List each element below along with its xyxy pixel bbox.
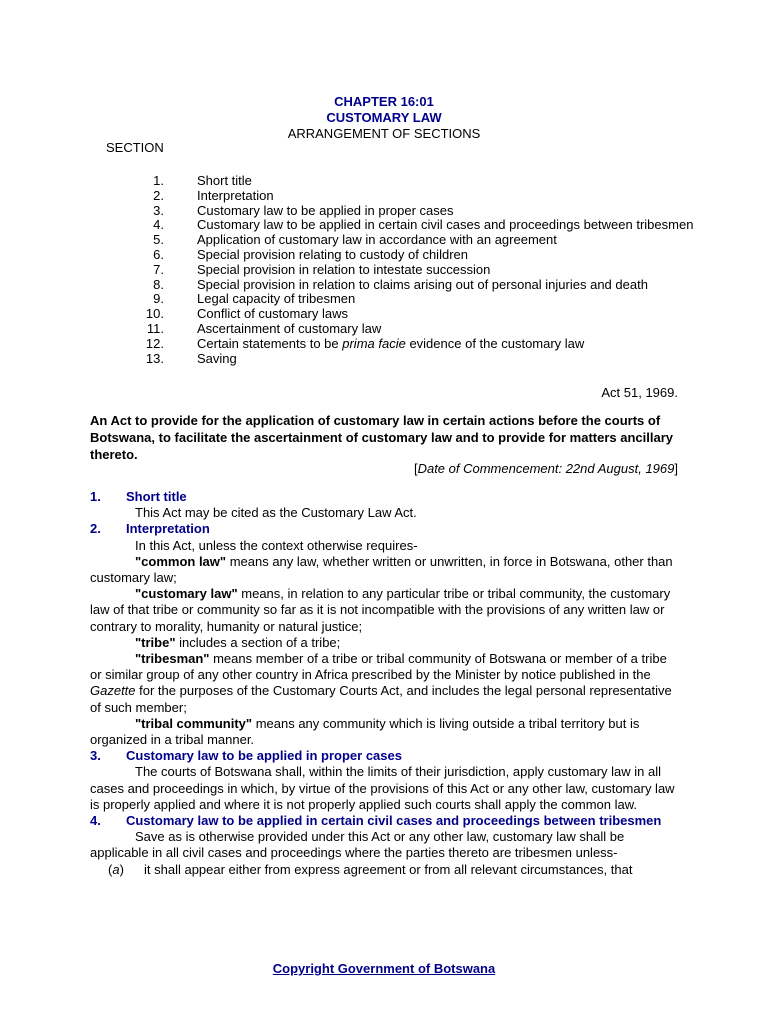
toc-number: 5. (153, 232, 164, 248)
section-label: SECTION (106, 140, 164, 155)
toc-label: Conflict of customary laws (197, 306, 348, 322)
toc-number: 8. (153, 276, 164, 292)
toc-label-post: evidence of the customary law (405, 335, 585, 351)
section-title: Short title (126, 489, 187, 504)
definition-term: "common law" (135, 553, 227, 569)
toc-item (0, 189, 768, 204)
paren-close: ) (119, 861, 124, 877)
bracket-close: ] (674, 461, 678, 476)
subsection-a (90, 862, 680, 878)
toc-item (0, 307, 768, 322)
toc-number: 2. (153, 187, 164, 203)
toc-label: Special provision in relation to claims arising out of personal injuries and death (197, 276, 648, 292)
definition-text: means any community which is living outside a tribal territory but is organized in a tribal manner. (90, 715, 640, 748)
section-title: Customary law to be applied in certain civil cases and proceedings between tribesmen (126, 813, 662, 829)
toc-number: 4. (153, 217, 164, 233)
toc-number: 7. (153, 261, 164, 277)
toc-label-italic: prima facie (342, 335, 406, 351)
toc-label: Short title (197, 173, 252, 188)
toc-label: Legal capacity of tribesmen (197, 291, 356, 307)
definition-text: includes a section of a tribe; (175, 634, 341, 650)
toc-label: Customary law to be applied in certain civil cases and proceedings between tribesmen (197, 217, 694, 233)
toc-item (0, 248, 768, 263)
toc-label: Special provision in relation to intestate succession (197, 261, 491, 277)
toc-label: Application of customary law in accordance with an agreement (197, 232, 557, 248)
section-4-text: Save as is otherwise provided under this Act or any other law, customary law shall be applicable in all civil cases and proceedings where the parties thereto are tribesmen unless- (90, 829, 625, 861)
definition-term: "tribal community" (135, 715, 253, 731)
toc-item (0, 337, 768, 352)
definition-text: means any law, whether written or unwritten, in force in Botswana, other than customary law; (90, 553, 673, 586)
toc-item (0, 204, 768, 219)
section-number: 4. (90, 813, 101, 829)
toc-number: 3. (153, 202, 164, 218)
copyright-link[interactable]: Copyright Government of Botswana (272, 961, 496, 976)
definition-tribe (90, 635, 680, 651)
chapter-number: CHAPTER 16:01 (334, 94, 434, 109)
toc-label: Interpretation (197, 187, 274, 203)
long-title: An Act to provide for the application of customary law in certain actions before the courts of Botswana, to facilitate the ascertainment of customary law and to provide for matters ancillary thereto. (90, 413, 673, 462)
act-body (90, 489, 680, 878)
toc-label: Ascertainment of customary law (197, 320, 382, 336)
definition-term: "tribe" (135, 634, 176, 650)
definition-term: "tribesman" (135, 651, 210, 667)
toc-label (197, 337, 584, 352)
toc-item (0, 292, 768, 307)
section-2-intro: In this Act, unless the context otherwise requires- (135, 537, 418, 553)
toc-number: 6. (153, 246, 164, 262)
definition-text: means, in relation to any particular tribe or tribal community, the customary law of that tribe or community so far as it is not incompatible with the provisions of any written law or contrary to morality, humanity or natural justice; (90, 586, 671, 634)
toc-item (0, 263, 768, 278)
toc-number: 11. (146, 320, 164, 336)
commencement-text: Date of Commencement: 22nd August, 1969 (417, 461, 675, 476)
definition-term: "customary law" (135, 586, 238, 602)
definition-tribesman (90, 651, 680, 716)
toc-label: Saving (197, 350, 237, 366)
document-header (0, 94, 768, 142)
section-heading-1 (90, 489, 680, 505)
toc-item (0, 233, 768, 248)
definition-common-law (90, 554, 680, 586)
toc-label-pre: Certain statements to be (197, 335, 343, 351)
toc-label: Special provision relating to custody of children (197, 246, 468, 262)
definition-text-continued: for the purposes of the Customary Courts Act, and includes the legal personal representative of such member; (90, 683, 672, 715)
bracket-open: [ (413, 461, 418, 476)
toc-item (0, 352, 768, 367)
table-of-contents (0, 174, 768, 366)
chapter-title: CUSTOMARY LAW (326, 110, 442, 125)
section-number: 2. (90, 521, 101, 537)
toc-number: 10. (145, 306, 164, 322)
section-number: 3. (90, 748, 101, 764)
section-heading-4 (90, 813, 680, 829)
subsection-letter: a (112, 861, 120, 877)
subsection-label (108, 862, 124, 878)
gazette-italic: Gazette (90, 683, 136, 699)
toc-number: 13. (145, 350, 164, 366)
definition-customary-law (90, 586, 680, 635)
section-title: Interpretation (126, 521, 210, 537)
section-1-text: This Act may be cited as the Customary Law Act. (135, 505, 417, 521)
copyright-footer (0, 961, 768, 976)
toc-number: 1. (153, 173, 164, 188)
toc-number: 12. (145, 335, 164, 351)
toc-item (0, 174, 768, 189)
toc-item (0, 322, 768, 337)
section-title: Customary law to be applied in proper cases (126, 748, 402, 764)
section-heading-3 (90, 748, 680, 764)
commencement-date (414, 461, 678, 477)
subsection-text: it shall appear either from express agreement or from all relevant circumstances, that (144, 861, 633, 877)
definition-tribal-community (90, 716, 680, 748)
toc-item (0, 218, 768, 233)
toc-label: Customary law to be applied in proper cases (197, 202, 454, 218)
section-number: 1. (90, 489, 101, 504)
definition-text: means member of a tribe or tribal community of Botswana or member of a tribe or similar group of any other country in Africa prescribed by the Minister by notice published in the (90, 651, 667, 683)
paren-open: ( (108, 861, 113, 877)
section-3-text: The courts of Botswana shall, within the limits of their jurisdiction, apply customary law in all cases and proceedings in which, by virtue of the provisions of this Act or any other law, customary law is properly applied and where it is not properly applied such courts shall apply the common law. (90, 764, 675, 812)
toc-number: 9. (153, 291, 164, 307)
arrangement-heading: ARRANGEMENT OF SECTIONS (287, 126, 481, 141)
section-heading-2 (90, 521, 680, 537)
act-number: Act 51, 1969. (601, 385, 678, 400)
toc-item (0, 278, 768, 293)
